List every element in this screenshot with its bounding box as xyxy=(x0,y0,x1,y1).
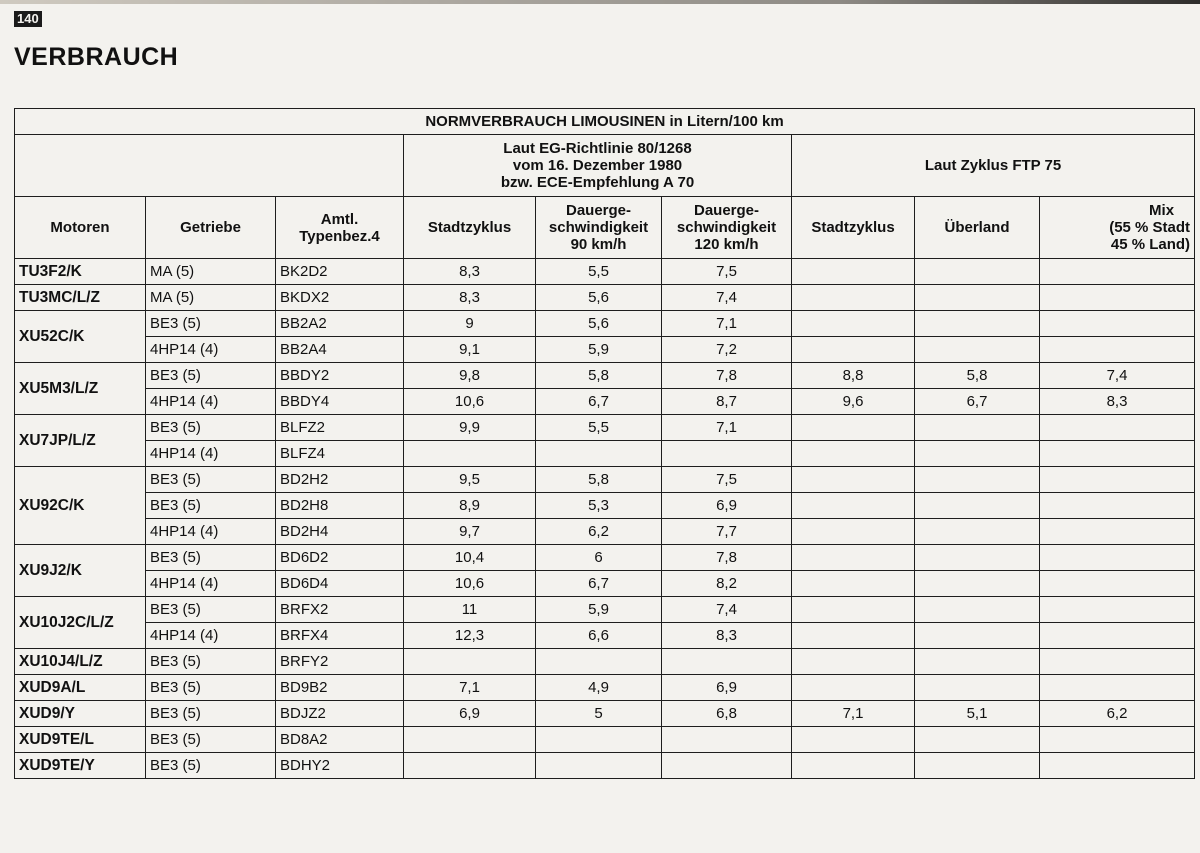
getriebe-cell: 4HP14 (4) xyxy=(146,441,276,467)
d120-cell: 8,3 xyxy=(662,623,792,649)
group-eg-line-2: vom 16. Dezember 1980 xyxy=(512,157,683,174)
typ-cell: BB2A4 xyxy=(276,337,404,363)
col-header-d120-line-1: Dauerge- xyxy=(693,202,760,219)
consumption-table xyxy=(14,108,1195,779)
table-row xyxy=(15,493,1195,519)
typ-cell: BB2A2 xyxy=(276,311,404,337)
typ-cell: BDJZ2 xyxy=(276,701,404,727)
ftp-ueberland-cell xyxy=(915,571,1040,597)
ftp-stadt-cell xyxy=(792,649,915,675)
ftp-stadt-cell xyxy=(792,571,915,597)
table-row xyxy=(15,285,1195,311)
d120-cell: 7,4 xyxy=(662,285,792,311)
d120-cell: 7,4 xyxy=(662,597,792,623)
d90-cell: 5,3 xyxy=(536,493,662,519)
typ-cell: BD9B2 xyxy=(276,675,404,701)
table-title: NORMVERBRAUCH LIMOUSINEN in Litern/100 km xyxy=(15,109,1195,135)
d90-cell: 6,7 xyxy=(536,571,662,597)
ftp-stadt-cell xyxy=(792,727,915,753)
typ-cell: BD8A2 xyxy=(276,727,404,753)
motor-cell: XUD9TE/L xyxy=(15,727,146,753)
motor-cell: XU52C/K xyxy=(15,311,146,363)
d90-cell: 5,5 xyxy=(536,259,662,285)
ftp-mix-cell xyxy=(1040,753,1195,779)
d90-cell: 5,5 xyxy=(536,415,662,441)
typ-cell: BRFX2 xyxy=(276,597,404,623)
typ-cell: BKDX2 xyxy=(276,285,404,311)
typ-cell: BBDY4 xyxy=(276,389,404,415)
ftp-mix-cell xyxy=(1040,311,1195,337)
stadt-cell: 9,7 xyxy=(404,519,536,545)
ftp-ueberland-cell xyxy=(915,337,1040,363)
ftp-stadt-cell xyxy=(792,259,915,285)
ftp-ueberland-cell xyxy=(915,415,1040,441)
d90-cell: 5,9 xyxy=(536,597,662,623)
ftp-stadt-cell: 9,6 xyxy=(792,389,915,415)
ftp-ueberland-cell xyxy=(915,649,1040,675)
stadt-cell: 6,9 xyxy=(404,701,536,727)
ftp-mix-cell: 8,3 xyxy=(1040,389,1195,415)
col-header-d90-line-3: 90 km/h xyxy=(570,236,627,253)
d120-cell: 7,7 xyxy=(662,519,792,545)
stadt-cell: 9 xyxy=(404,311,536,337)
d120-cell: 7,2 xyxy=(662,337,792,363)
d120-cell: 6,8 xyxy=(662,701,792,727)
ftp-stadt-cell xyxy=(792,285,915,311)
col-header-d120 xyxy=(662,197,792,259)
ftp-mix-cell xyxy=(1040,467,1195,493)
table-row xyxy=(15,727,1195,753)
d120-cell: 7,8 xyxy=(662,363,792,389)
getriebe-cell: BE3 (5) xyxy=(146,727,276,753)
table-row xyxy=(15,545,1195,571)
d90-cell: 5 xyxy=(536,701,662,727)
motor-cell: TU3MC/L/Z xyxy=(15,285,146,311)
table-row xyxy=(15,441,1195,467)
ftp-ueberland-cell xyxy=(915,467,1040,493)
getriebe-cell: BE3 (5) xyxy=(146,649,276,675)
ftp-ueberland-cell xyxy=(915,259,1040,285)
table-row xyxy=(15,597,1195,623)
stadt-cell: 10,4 xyxy=(404,545,536,571)
table-row xyxy=(15,701,1195,727)
getriebe-cell: BE3 (5) xyxy=(146,415,276,441)
ftp-mix-cell xyxy=(1040,259,1195,285)
d90-cell: 4,9 xyxy=(536,675,662,701)
typ-cell: BD2H2 xyxy=(276,467,404,493)
page-title: VERBRAUCH xyxy=(14,43,179,71)
stadt-cell: 8,3 xyxy=(404,259,536,285)
getriebe-cell: 4HP14 (4) xyxy=(146,623,276,649)
ftp-ueberland-cell xyxy=(915,285,1040,311)
d90-cell: 5,8 xyxy=(536,467,662,493)
ftp-mix-cell xyxy=(1040,415,1195,441)
ftp-mix-cell xyxy=(1040,545,1195,571)
d90-cell: 5,6 xyxy=(536,285,662,311)
table-row xyxy=(15,311,1195,337)
ftp-ueberland-cell: 5,1 xyxy=(915,701,1040,727)
getriebe-cell: BE3 (5) xyxy=(146,701,276,727)
d120-cell: 7,1 xyxy=(662,415,792,441)
d120-cell: 7,5 xyxy=(662,467,792,493)
ftp-stadt-cell: 7,1 xyxy=(792,701,915,727)
typ-cell: BLFZ4 xyxy=(276,441,404,467)
d120-cell: 8,7 xyxy=(662,389,792,415)
col-header-d120-line-2: schwindigkeit xyxy=(676,219,777,236)
stadt-cell xyxy=(404,441,536,467)
ftp-ueberland-cell xyxy=(915,441,1040,467)
getriebe-cell: 4HP14 (4) xyxy=(146,389,276,415)
ftp-ueberland-cell: 6,7 xyxy=(915,389,1040,415)
getriebe-cell: MA (5) xyxy=(146,285,276,311)
typ-cell: BLFZ2 xyxy=(276,415,404,441)
ftp-mix-cell xyxy=(1040,337,1195,363)
stadt-cell: 8,3 xyxy=(404,285,536,311)
stadt-cell: 11 xyxy=(404,597,536,623)
d90-cell xyxy=(536,727,662,753)
ftp-stadt-cell xyxy=(792,415,915,441)
d120-cell: 7,5 xyxy=(662,259,792,285)
d120-cell: 7,1 xyxy=(662,311,792,337)
table-row xyxy=(15,467,1195,493)
table-row xyxy=(15,363,1195,389)
ftp-mix-cell xyxy=(1040,727,1195,753)
ftp-mix-cell xyxy=(1040,675,1195,701)
getriebe-cell: MA (5) xyxy=(146,259,276,285)
col-header-ftp-stadt: Stadtzyklus xyxy=(792,197,915,259)
top-rule xyxy=(0,0,1200,4)
col-header-ftp-mix-line-3: 45 % Land) xyxy=(1110,236,1191,253)
col-header-ftp-mix-line-1: Mix xyxy=(1149,202,1175,219)
ftp-stadt-cell xyxy=(792,675,915,701)
ftp-stadt-cell xyxy=(792,597,915,623)
getriebe-cell: BE3 (5) xyxy=(146,675,276,701)
d120-cell: 6,9 xyxy=(662,493,792,519)
ftp-stadt-cell xyxy=(792,753,915,779)
table-row xyxy=(15,571,1195,597)
stadt-cell xyxy=(404,649,536,675)
ftp-ueberland-cell xyxy=(915,623,1040,649)
group-ftp-header: Laut Zyklus FTP 75 xyxy=(792,135,1195,197)
ftp-mix-cell xyxy=(1040,285,1195,311)
header-spacer xyxy=(15,135,404,197)
d120-cell xyxy=(662,441,792,467)
typ-cell: BBDY2 xyxy=(276,363,404,389)
motor-cell: XU9J2/K xyxy=(15,545,146,597)
getriebe-cell: 4HP14 (4) xyxy=(146,519,276,545)
table-body xyxy=(15,259,1195,779)
getriebe-cell: 4HP14 (4) xyxy=(146,337,276,363)
ftp-stadt-cell: 8,8 xyxy=(792,363,915,389)
stadt-cell: 9,1 xyxy=(404,337,536,363)
motor-cell: XUD9TE/Y xyxy=(15,753,146,779)
ftp-stadt-cell xyxy=(792,467,915,493)
d90-cell: 5,8 xyxy=(536,363,662,389)
typ-cell: BD6D2 xyxy=(276,545,404,571)
ftp-stadt-cell xyxy=(792,545,915,571)
col-header-getriebe: Getriebe xyxy=(146,197,276,259)
table-row xyxy=(15,623,1195,649)
d90-cell xyxy=(536,649,662,675)
group-eg-line-3: bzw. ECE-Empfehlung A 70 xyxy=(500,174,695,191)
stadt-cell xyxy=(404,727,536,753)
motor-cell: XU7JP/L/Z xyxy=(15,415,146,467)
ftp-stadt-cell xyxy=(792,337,915,363)
stadt-cell xyxy=(404,753,536,779)
group-eg-header xyxy=(404,135,792,197)
table-row xyxy=(15,649,1195,675)
motor-cell: XU5M3/L/Z xyxy=(15,363,146,415)
col-header-typ-line-1: Amtl. xyxy=(320,210,359,228)
table-row xyxy=(15,259,1195,285)
motor-cell: XUD9A/L xyxy=(15,675,146,701)
d90-cell: 6,2 xyxy=(536,519,662,545)
ftp-mix-cell xyxy=(1040,571,1195,597)
typ-cell: BD6D4 xyxy=(276,571,404,597)
ftp-ueberland-cell xyxy=(915,311,1040,337)
ftp-ueberland-cell xyxy=(915,753,1040,779)
motor-cell: XU10J2C/L/Z xyxy=(15,597,146,649)
group-eg-line-1: Laut EG-Richtlinie 80/1268 xyxy=(503,140,692,157)
getriebe-cell: BE3 (5) xyxy=(146,311,276,337)
typ-cell: BD2H4 xyxy=(276,519,404,545)
d90-cell: 6 xyxy=(536,545,662,571)
ftp-ueberland-cell: 5,8 xyxy=(915,363,1040,389)
ftp-mix-cell xyxy=(1040,519,1195,545)
typ-cell: BRFY2 xyxy=(276,649,404,675)
getriebe-cell: BE3 (5) xyxy=(146,467,276,493)
getriebe-cell: BE3 (5) xyxy=(146,493,276,519)
col-header-d90-line-1: Dauerge- xyxy=(565,202,632,219)
getriebe-cell: BE3 (5) xyxy=(146,363,276,389)
typ-cell: BRFX4 xyxy=(276,623,404,649)
col-header-d90 xyxy=(536,197,662,259)
table-row xyxy=(15,675,1195,701)
ftp-ueberland-cell xyxy=(915,727,1040,753)
d120-cell: 8,2 xyxy=(662,571,792,597)
ftp-mix-cell xyxy=(1040,597,1195,623)
ftp-ueberland-cell xyxy=(915,545,1040,571)
table-row xyxy=(15,415,1195,441)
col-header-ftp-ueberland: Überland xyxy=(915,197,1040,259)
ftp-stadt-cell xyxy=(792,623,915,649)
col-header-typ-line-2: Typenbez.4 xyxy=(299,227,380,245)
ftp-ueberland-cell xyxy=(915,675,1040,701)
typ-cell: BD2H8 xyxy=(276,493,404,519)
typ-cell: BK2D2 xyxy=(276,259,404,285)
motor-cell: TU3F2/K xyxy=(15,259,146,285)
ftp-mix-cell xyxy=(1040,623,1195,649)
motor-cell: XU10J4/L/Z xyxy=(15,649,146,675)
stadt-cell: 12,3 xyxy=(404,623,536,649)
getriebe-cell: BE3 (5) xyxy=(146,597,276,623)
col-header-d120-line-3: 120 km/h xyxy=(694,236,759,253)
page-number: 140 xyxy=(14,11,42,27)
d120-cell: 7,8 xyxy=(662,545,792,571)
motor-cell: XU92C/K xyxy=(15,467,146,545)
d90-cell: 5,6 xyxy=(536,311,662,337)
stadt-cell: 9,9 xyxy=(404,415,536,441)
stadt-cell: 8,9 xyxy=(404,493,536,519)
stadt-cell: 9,8 xyxy=(404,363,536,389)
stadt-cell: 7,1 xyxy=(404,675,536,701)
stadt-cell: 10,6 xyxy=(404,571,536,597)
d90-cell: 6,6 xyxy=(536,623,662,649)
table-row xyxy=(15,519,1195,545)
d120-cell xyxy=(662,727,792,753)
d90-cell: 6,7 xyxy=(536,389,662,415)
ftp-ueberland-cell xyxy=(915,519,1040,545)
getriebe-cell: BE3 (5) xyxy=(146,753,276,779)
d90-cell xyxy=(536,753,662,779)
d90-cell: 5,9 xyxy=(536,337,662,363)
d120-cell: 6,9 xyxy=(662,675,792,701)
col-header-d90-line-2: schwindigkeit xyxy=(548,219,649,236)
ftp-stadt-cell xyxy=(792,519,915,545)
ftp-ueberland-cell xyxy=(915,493,1040,519)
ftp-mix-cell xyxy=(1040,441,1195,467)
ftp-stadt-cell xyxy=(792,441,915,467)
d120-cell xyxy=(662,649,792,675)
table-row xyxy=(15,337,1195,363)
ftp-stadt-cell xyxy=(792,493,915,519)
ftp-mix-cell: 6,2 xyxy=(1040,701,1195,727)
table-row xyxy=(15,753,1195,779)
stadt-cell: 10,6 xyxy=(404,389,536,415)
col-header-ftp-mix xyxy=(1040,197,1195,259)
col-header-stadt: Stadtzyklus xyxy=(404,197,536,259)
table-row xyxy=(15,389,1195,415)
ftp-mix-cell xyxy=(1040,493,1195,519)
ftp-ueberland-cell xyxy=(915,597,1040,623)
ftp-stadt-cell xyxy=(792,311,915,337)
getriebe-cell: 4HP14 (4) xyxy=(146,571,276,597)
motor-cell: XUD9/Y xyxy=(15,701,146,727)
typ-cell: BDHY2 xyxy=(276,753,404,779)
ftp-mix-cell: 7,4 xyxy=(1040,363,1195,389)
stadt-cell: 9,5 xyxy=(404,467,536,493)
col-header-motoren: Motoren xyxy=(15,197,146,259)
col-header-typ xyxy=(276,197,404,259)
col-header-ftp-mix-line-2: (55 % Stadt xyxy=(1109,219,1191,236)
ftp-mix-cell xyxy=(1040,649,1195,675)
d90-cell xyxy=(536,441,662,467)
getriebe-cell: BE3 (5) xyxy=(146,545,276,571)
d120-cell xyxy=(662,753,792,779)
